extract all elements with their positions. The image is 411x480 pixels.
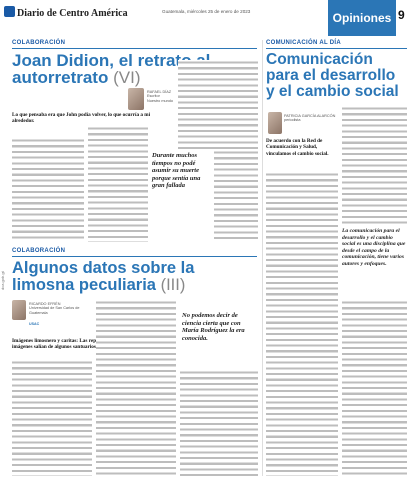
article1-headline: Joan Didion, el retrato al autorretrato (VI) [12, 51, 211, 88]
article3-headline: Comunicación para el desarrollo y el cambio social [266, 51, 399, 100]
article1-column-4 [214, 150, 258, 242]
dateline: Guatemala, miércoles 25 de enero de 2023 [162, 9, 251, 14]
article1-pullquote: Durante muchos tiempos no podé asumir su muerte porque sentía una gran fallada [152, 152, 201, 189]
author-photo [268, 112, 282, 134]
article1-rule [12, 48, 257, 49]
university-logo: USAC [29, 322, 40, 326]
article2-column-1 [12, 360, 92, 476]
article3-lead: De acuerdo con la Red de Comunicación y Salud, vinculamos el cambio social. [266, 138, 329, 157]
article3-column-3 [342, 300, 407, 476]
article3-column-2 [342, 106, 407, 226]
article3-column-1 [266, 172, 338, 476]
article1-column-3 [178, 60, 258, 150]
newspaper-logo: Diario de Centro América [4, 6, 128, 19]
masthead [0, 0, 411, 36]
article1-column-2 [88, 126, 148, 242]
article2-column-2 [96, 300, 176, 476]
article3-section-label: COMUNICACIÓN AL DÍA [266, 40, 342, 46]
article2-rule [12, 256, 257, 257]
page-number: 9 [398, 8, 405, 22]
article2-author: RICARDO EFRÉN Universidad de San Carlos de Guatemala [29, 302, 80, 315]
article1-author: RAFAEL DÍAZ Escritor Nuestro mundo [147, 90, 173, 103]
article3-pullquote: La comunicación para el desarrollo y el cambio social es una disciplina que desde el campo de la comunicación, tiene varios autores y enfoques. [342, 228, 406, 267]
article2-headline: Algunos datos sobre la limosna peculiaria (III) [12, 259, 195, 294]
article2-column-3 [180, 370, 258, 476]
author-photo [128, 88, 144, 110]
article1-column-1 [12, 138, 84, 242]
author-photo [12, 300, 26, 320]
article2-lead: Imágenes limosnero y caritas: Las reproducciones de célebres imágenes salían de algunos santuarios [12, 338, 149, 351]
column-divider [262, 40, 263, 476]
newspaper-logo-icon [4, 6, 15, 17]
article1-lead: Lo que pensaba era que John podía volver, lo que ocurría a mi alrededor. [12, 112, 151, 125]
article3-rule [266, 48, 407, 49]
article3-author: PATRICIA GARCÍA ALARCÓN periodista [284, 114, 336, 123]
side-url-tag: dca.gob.gt [0, 271, 5, 290]
article1-section-label: COLABORACIÓN [12, 40, 66, 46]
article2-section-label: COLABORACIÓN [12, 248, 66, 254]
section-title: Opiniones [328, 0, 396, 36]
article2-pullquote: No podemos decir de ciencia cierta que con María Rodríguez la era conocida. [182, 312, 245, 342]
